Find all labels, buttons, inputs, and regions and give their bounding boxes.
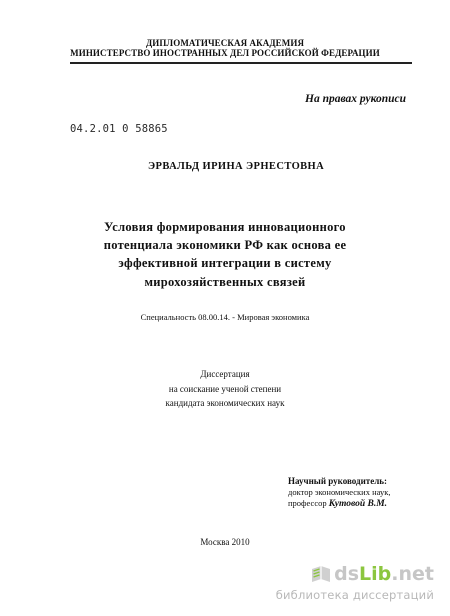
- supervisor-name: Кутовой В.М.: [328, 499, 388, 509]
- supervisor-heading: Научный руководитель:: [288, 476, 387, 486]
- dissertation-line-3: кандидата экономических наук: [165, 398, 285, 408]
- watermark-brand[interactable]: [310, 563, 434, 585]
- supervisor-degree: доктор экономических наук,: [288, 487, 391, 497]
- watermark-brand-part3: .net: [391, 563, 434, 585]
- city-year: Москва 2010: [200, 537, 250, 547]
- watermark-brand-part1: ds: [334, 563, 360, 585]
- document-code-stamp: 04.2.01 0 58865: [70, 123, 168, 135]
- dissertation-line-1: Диссертация: [200, 369, 250, 379]
- rights-note: На правах рукописи: [305, 93, 407, 105]
- author-name: ЭРВАЛЬД ИРИНА ЭРНЕСТОВНА: [148, 161, 325, 172]
- dissertation-line-2: на соискание ученой степени: [168, 384, 282, 394]
- title-line-4: мирохозяйственных связей: [144, 275, 306, 289]
- specialty: Специальность 08.00.14. - Мировая экономика: [140, 312, 310, 322]
- header-rule: [70, 62, 412, 64]
- title-line-3: эффективной интеграции в систему: [118, 256, 332, 270]
- header-line-2: МИНИСТЕРСТВО ИНОСТРАННЫХ ДЕЛ РОССИЙСКОЙ ФЕДЕРАЦИИ: [70, 48, 380, 58]
- watermark-subtitle: библиотека диссертаций: [275, 588, 434, 602]
- supervisor-title: [288, 498, 387, 509]
- title-line-2: потенциала экономики РФ как основа ее: [103, 238, 347, 252]
- header-line-1: ДИПЛОМАТИЧЕСКАЯ АКАДЕМИЯ: [145, 38, 305, 48]
- title-line-1: Условия формирования инновационного: [104, 220, 346, 234]
- book-logo-icon: [310, 563, 332, 585]
- watermark-brand-part2: Lib: [359, 563, 392, 585]
- supervisor-title-prefix: профессор: [288, 498, 329, 508]
- watermark-text: [334, 563, 434, 585]
